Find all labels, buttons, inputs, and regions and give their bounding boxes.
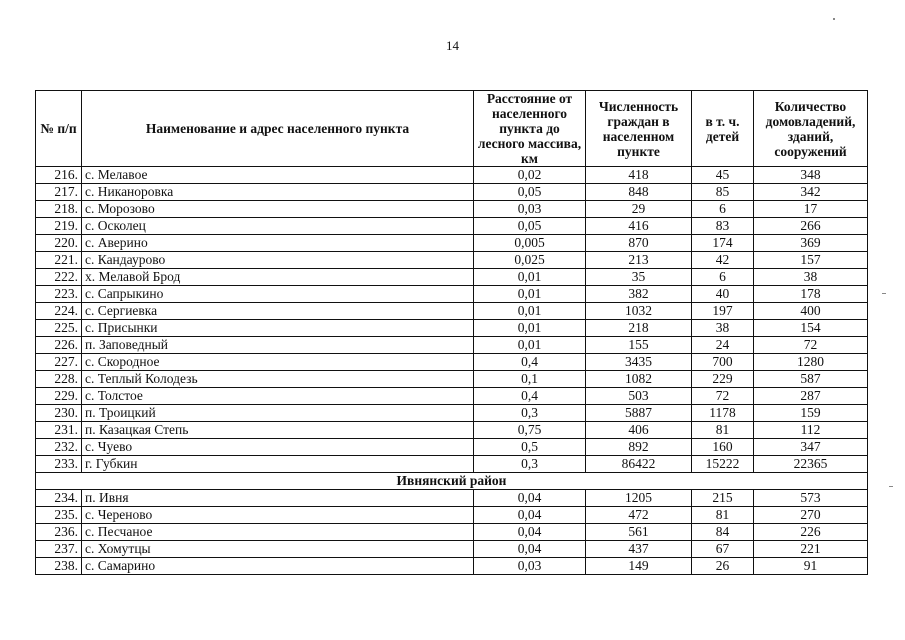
row-number: 235. <box>36 507 82 524</box>
children-value: 85 <box>692 184 754 201</box>
distance-value: 0,03 <box>474 201 586 218</box>
population-value: 1205 <box>586 490 692 507</box>
scan-speck <box>882 293 886 294</box>
children-value: 6 <box>692 269 754 286</box>
population-value: 416 <box>586 218 692 235</box>
households-value: 369 <box>754 235 868 252</box>
header-households: Количество домовладений, зданий, сооружений <box>754 91 868 167</box>
settlement-name: с. Морозово <box>82 201 474 218</box>
table-row <box>36 371 868 388</box>
households-value: 159 <box>754 405 868 422</box>
households-value: 22365 <box>754 456 868 473</box>
row-number: 222. <box>36 269 82 286</box>
row-number: 229. <box>36 388 82 405</box>
row-number: 230. <box>36 405 82 422</box>
settlement-name: с. Никаноровка <box>82 184 474 201</box>
table-header-row <box>36 91 868 167</box>
table-row <box>36 541 868 558</box>
row-number: 220. <box>36 235 82 252</box>
settlement-name: с. Мелавое <box>82 167 474 184</box>
households-value: 157 <box>754 252 868 269</box>
settlement-name: х. Мелавой Брод <box>82 269 474 286</box>
row-number: 218. <box>36 201 82 218</box>
households-value: 587 <box>754 371 868 388</box>
table-row <box>36 388 868 405</box>
children-value: 160 <box>692 439 754 456</box>
population-value: 218 <box>586 320 692 337</box>
population-value: 155 <box>586 337 692 354</box>
table-row <box>36 201 868 218</box>
settlement-name: с. Кандаурово <box>82 252 474 269</box>
households-value: 112 <box>754 422 868 439</box>
population-value: 29 <box>586 201 692 218</box>
children-value: 197 <box>692 303 754 320</box>
distance-value: 0,01 <box>474 337 586 354</box>
population-value: 418 <box>586 167 692 184</box>
settlement-name: с. Присынки <box>82 320 474 337</box>
row-number: 219. <box>36 218 82 235</box>
children-value: 229 <box>692 371 754 388</box>
distance-value: 0,025 <box>474 252 586 269</box>
children-value: 1178 <box>692 405 754 422</box>
table-row <box>36 507 868 524</box>
row-number: 232. <box>36 439 82 456</box>
row-number: 225. <box>36 320 82 337</box>
row-number: 236. <box>36 524 82 541</box>
row-number: 226. <box>36 337 82 354</box>
page-number: 14 <box>446 38 459 53</box>
settlement-name: с. Сергиевка <box>82 303 474 320</box>
header-children: в т. ч. детей <box>692 91 754 167</box>
households-value: 287 <box>754 388 868 405</box>
distance-value: 0,4 <box>474 388 586 405</box>
settlement-name: с. Аверино <box>82 235 474 252</box>
households-value: 347 <box>754 439 868 456</box>
households-value: 1280 <box>754 354 868 371</box>
scan-speck <box>889 486 893 487</box>
distance-value: 0,04 <box>474 490 586 507</box>
households-value: 72 <box>754 337 868 354</box>
table-row <box>36 235 868 252</box>
children-value: 81 <box>692 422 754 439</box>
population-value: 870 <box>586 235 692 252</box>
children-value: 26 <box>692 558 754 575</box>
table-row <box>36 490 868 507</box>
table-row <box>36 167 868 184</box>
population-value: 406 <box>586 422 692 439</box>
distance-value: 0,3 <box>474 456 586 473</box>
distance-value: 0,02 <box>474 167 586 184</box>
population-value: 503 <box>586 388 692 405</box>
table-row <box>36 252 868 269</box>
households-value: 400 <box>754 303 868 320</box>
row-number: 216. <box>36 167 82 184</box>
table-row <box>36 354 868 371</box>
table-row <box>36 286 868 303</box>
header-name: Наименование и адрес населенного пункта <box>82 91 474 167</box>
row-number: 231. <box>36 422 82 439</box>
settlement-name: с. Самарино <box>82 558 474 575</box>
distance-value: 0,04 <box>474 507 586 524</box>
population-value: 437 <box>586 541 692 558</box>
settlement-name: с. Осколец <box>82 218 474 235</box>
settlement-name: с. Сапрыкино <box>82 286 474 303</box>
table-row <box>36 405 868 422</box>
children-value: 72 <box>692 388 754 405</box>
children-value: 67 <box>692 541 754 558</box>
table-row <box>36 337 868 354</box>
row-number: 221. <box>36 252 82 269</box>
population-value: 213 <box>586 252 692 269</box>
households-value: 342 <box>754 184 868 201</box>
table-row <box>36 524 868 541</box>
row-number: 223. <box>36 286 82 303</box>
population-value: 561 <box>586 524 692 541</box>
households-value: 38 <box>754 269 868 286</box>
settlement-name: п. Казацкая Степь <box>82 422 474 439</box>
settlement-name: с. Хомутцы <box>82 541 474 558</box>
row-number: 237. <box>36 541 82 558</box>
children-value: 45 <box>692 167 754 184</box>
households-value: 348 <box>754 167 868 184</box>
children-value: 38 <box>692 320 754 337</box>
households-value: 266 <box>754 218 868 235</box>
row-number: 227. <box>36 354 82 371</box>
settlement-name: г. Губкин <box>82 456 474 473</box>
population-value: 1032 <box>586 303 692 320</box>
distance-value: 0,05 <box>474 218 586 235</box>
children-value: 24 <box>692 337 754 354</box>
population-value: 1082 <box>586 371 692 388</box>
children-value: 81 <box>692 507 754 524</box>
settlement-name: п. Ивня <box>82 490 474 507</box>
table-row <box>36 439 868 456</box>
header-num: № п/п <box>36 91 82 167</box>
households-value: 573 <box>754 490 868 507</box>
households-value: 91 <box>754 558 868 575</box>
header-distance: Расстояние от населенного пункта до лесного массива, км <box>474 91 586 167</box>
table-body <box>36 167 868 575</box>
distance-value: 0,75 <box>474 422 586 439</box>
children-value: 84 <box>692 524 754 541</box>
children-value: 83 <box>692 218 754 235</box>
settlements-table <box>35 90 868 575</box>
distance-value: 0,04 <box>474 524 586 541</box>
population-value: 149 <box>586 558 692 575</box>
distance-value: 0,01 <box>474 286 586 303</box>
distance-value: 0,3 <box>474 405 586 422</box>
table-row <box>36 269 868 286</box>
population-value: 35 <box>586 269 692 286</box>
households-value: 17 <box>754 201 868 218</box>
distance-value: 0,4 <box>474 354 586 371</box>
distance-value: 0,04 <box>474 541 586 558</box>
row-number: 228. <box>36 371 82 388</box>
settlement-name: с. Чуево <box>82 439 474 456</box>
population-value: 848 <box>586 184 692 201</box>
settlement-name: с. Песчаное <box>82 524 474 541</box>
households-value: 270 <box>754 507 868 524</box>
district-row <box>36 473 868 490</box>
row-number: 224. <box>36 303 82 320</box>
settlement-name: с. Теплый Колодезь <box>82 371 474 388</box>
district-label: Ивнянский район <box>36 473 868 490</box>
children-value: 42 <box>692 252 754 269</box>
table-row <box>36 558 868 575</box>
table-row <box>36 456 868 473</box>
population-value: 86422 <box>586 456 692 473</box>
children-value: 15222 <box>692 456 754 473</box>
row-number: 217. <box>36 184 82 201</box>
children-value: 174 <box>692 235 754 252</box>
population-value: 892 <box>586 439 692 456</box>
header-population: Численность граждан в населенном пункте <box>586 91 692 167</box>
settlement-name: с. Толстое <box>82 388 474 405</box>
row-number: 233. <box>36 456 82 473</box>
table-row <box>36 320 868 337</box>
table-row <box>36 184 868 201</box>
distance-value: 0,01 <box>474 269 586 286</box>
distance-value: 0,01 <box>474 320 586 337</box>
households-value: 154 <box>754 320 868 337</box>
table-row <box>36 303 868 320</box>
children-value: 700 <box>692 354 754 371</box>
population-value: 472 <box>586 507 692 524</box>
distance-value: 0,005 <box>474 235 586 252</box>
children-value: 6 <box>692 201 754 218</box>
row-number: 238. <box>36 558 82 575</box>
distance-value: 0,01 <box>474 303 586 320</box>
distance-value: 0,5 <box>474 439 586 456</box>
scan-speck <box>833 18 835 20</box>
table-row <box>36 218 868 235</box>
settlement-name: с. Скородное <box>82 354 474 371</box>
settlement-name: п. Заповедный <box>82 337 474 354</box>
children-value: 215 <box>692 490 754 507</box>
households-value: 221 <box>754 541 868 558</box>
population-value: 382 <box>586 286 692 303</box>
distance-value: 0,03 <box>474 558 586 575</box>
population-value: 5887 <box>586 405 692 422</box>
population-value: 3435 <box>586 354 692 371</box>
distance-value: 0,05 <box>474 184 586 201</box>
row-number: 234. <box>36 490 82 507</box>
households-value: 178 <box>754 286 868 303</box>
settlement-name: с. Череново <box>82 507 474 524</box>
distance-value: 0,1 <box>474 371 586 388</box>
households-value: 226 <box>754 524 868 541</box>
table-row <box>36 422 868 439</box>
settlement-name: п. Троицкий <box>82 405 474 422</box>
children-value: 40 <box>692 286 754 303</box>
